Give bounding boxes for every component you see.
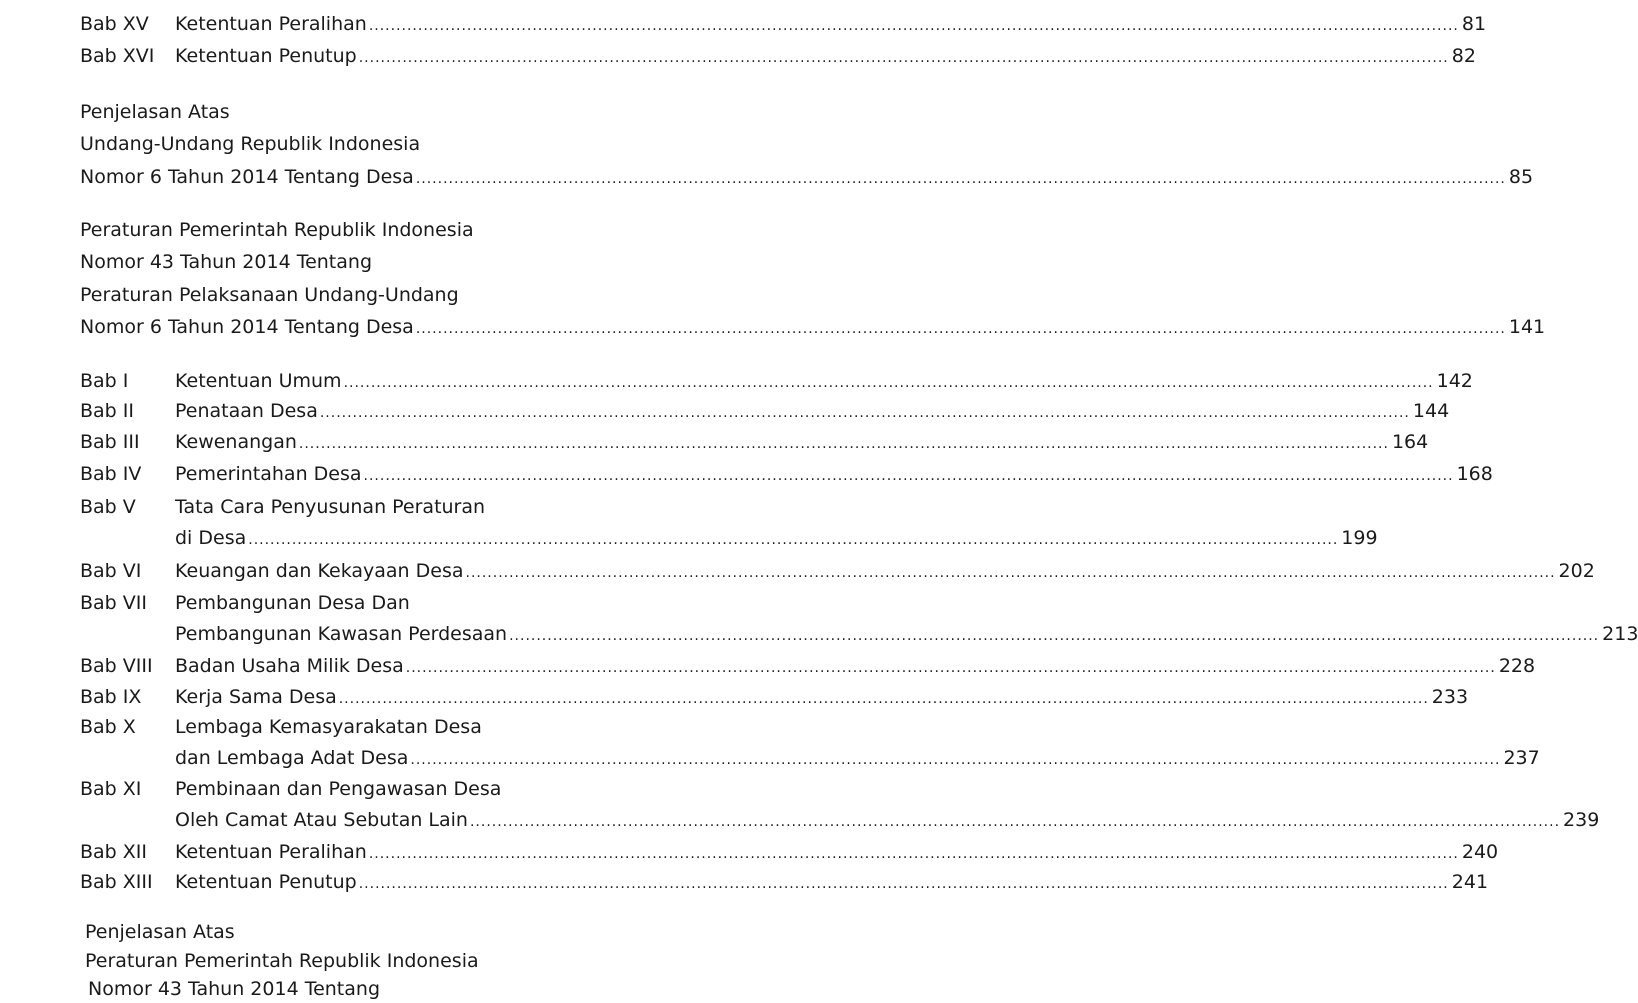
entry-title: Pemerintahan Desa bbox=[175, 463, 362, 485]
toc-entry bbox=[175, 683, 1469, 713]
dot-leader: ........................................................................................................................................................................................................ bbox=[358, 876, 1449, 892]
dot-leader: ........................................................................................................................................................................................................ bbox=[368, 18, 1459, 34]
entry-title: Kerja Sama Desa bbox=[175, 686, 337, 708]
toc-line bbox=[85, 947, 565, 975]
toc-line bbox=[80, 589, 560, 617]
toc-entry bbox=[175, 397, 1450, 427]
toc-line bbox=[80, 493, 560, 521]
toc-entry bbox=[175, 652, 1536, 682]
page-number: 85 bbox=[1508, 166, 1534, 188]
toc-line bbox=[80, 163, 1534, 191]
chapter-label: Bab IX bbox=[80, 686, 142, 708]
entry-title: Ketentuan Penutup bbox=[175, 45, 357, 67]
entry-title: Kewenangan bbox=[175, 431, 297, 453]
toc-line bbox=[80, 775, 560, 803]
toc-entry bbox=[175, 744, 1540, 774]
section-heading: Peraturan Pelaksanaan Undang-Undang bbox=[80, 284, 459, 306]
toc-line bbox=[80, 367, 1473, 395]
chapter-label: Bab X bbox=[80, 716, 136, 738]
section-heading: Penjelasan Atas bbox=[80, 101, 230, 123]
entry-title: Keuangan dan Kekayaan Desa bbox=[175, 560, 464, 582]
section-heading: Nomor 43 Tahun 2014 Tentang bbox=[88, 978, 381, 1000]
toc-line bbox=[88, 975, 568, 1003]
entry-title: Pembinaan dan Pengawasan Desa bbox=[175, 778, 502, 800]
chapter-label: Bab II bbox=[80, 400, 134, 422]
entry-title: Nomor 6 Tahun 2014 Tentang Desa bbox=[80, 316, 414, 338]
page-number: 199 bbox=[1341, 527, 1378, 549]
entry-title: Lembaga Kemasyarakatan Desa bbox=[175, 716, 482, 738]
entry-title: Penataan Desa bbox=[175, 400, 318, 422]
toc-line bbox=[80, 460, 1493, 488]
page-number: 240 bbox=[1461, 841, 1499, 863]
dot-leader: ........................................................................................................................................................................................................ bbox=[405, 660, 1496, 676]
page-number: 164 bbox=[1391, 431, 1429, 453]
dot-leader: ........................................................................................................................................................................................................ bbox=[509, 628, 1600, 644]
toc-entry bbox=[175, 428, 1429, 458]
dot-leader: ........................................................................................................................................................................................................ bbox=[469, 814, 1561, 830]
entry-title: di Desa bbox=[175, 527, 247, 549]
page-number: 142 bbox=[1436, 370, 1473, 392]
dot-leader: ........................................................................................................................................................................................................ bbox=[415, 171, 1506, 187]
dot-leader: ........................................................................................................................................................................................................ bbox=[298, 436, 1389, 452]
dot-leader: ........................................................................................................................................................................................................ bbox=[410, 752, 1501, 768]
toc-line bbox=[80, 524, 1378, 552]
toc-entry bbox=[80, 163, 1534, 193]
chapter-label: Bab XVI bbox=[80, 45, 155, 67]
toc-entry bbox=[175, 557, 1595, 587]
toc-line bbox=[80, 683, 1469, 711]
chapter-label: Bab VIII bbox=[80, 655, 153, 677]
toc-entry bbox=[175, 367, 1473, 397]
entry-title: Ketentuan Peralihan bbox=[175, 841, 367, 863]
chapter-label: Bab I bbox=[80, 370, 129, 392]
chapter-label: Bab V bbox=[80, 496, 136, 518]
toc-line bbox=[80, 42, 1476, 70]
toc-entry bbox=[175, 868, 1489, 898]
toc-entry bbox=[175, 806, 1600, 836]
dot-leader: ........................................................................................................................................................................................................ bbox=[465, 565, 1556, 581]
chapter-label: Bab XI bbox=[80, 778, 142, 800]
section-heading: Nomor 43 Tahun 2014 Tentang bbox=[80, 251, 373, 273]
toc-line bbox=[80, 744, 1540, 772]
toc-line bbox=[80, 10, 1487, 38]
section-heading: Peraturan Pemerintah Republik Indonesia bbox=[85, 950, 479, 972]
chapter-label: Bab VI bbox=[80, 560, 142, 582]
toc-entry bbox=[175, 524, 1378, 554]
chapter-label: Bab III bbox=[80, 431, 140, 453]
section-heading: Penjelasan Atas bbox=[85, 921, 235, 943]
entry-title: dan Lembaga Adat Desa bbox=[175, 747, 409, 769]
toc-entry bbox=[175, 10, 1487, 40]
page-number: 168 bbox=[1456, 463, 1493, 485]
dot-leader: ........................................................................................................................................................................................................ bbox=[319, 405, 1410, 421]
dot-leader: ........................................................................................................................................................................................................ bbox=[343, 375, 1434, 391]
section-heading: Peraturan Pemerintah Republik Indonesia bbox=[80, 219, 474, 241]
toc-line bbox=[80, 281, 560, 309]
toc-line bbox=[80, 397, 1450, 425]
toc-entry bbox=[175, 838, 1499, 868]
toc-line bbox=[80, 868, 1489, 896]
dot-leader: ........................................................................................................................................................................................................ bbox=[338, 691, 1429, 707]
chapter-label: Bab VII bbox=[80, 592, 147, 614]
page-number: 81 bbox=[1461, 13, 1487, 35]
dot-leader: ........................................................................................................................................................................................................ bbox=[415, 321, 1506, 337]
toc-entry bbox=[80, 313, 1546, 343]
entry-title: Nomor 6 Tahun 2014 Tentang Desa bbox=[80, 166, 414, 188]
entry-title: Ketentuan Umum bbox=[175, 370, 342, 392]
toc-line bbox=[80, 838, 1499, 866]
chapter-label: Bab XII bbox=[80, 841, 148, 863]
page-number: 228 bbox=[1498, 655, 1536, 677]
entry-title: Tata Cara Penyusunan Peraturan bbox=[175, 496, 486, 518]
toc-entry bbox=[175, 620, 1638, 650]
entry-title: Ketentuan Peralihan bbox=[175, 13, 367, 35]
dot-leader: ........................................................................................................................................................................................................ bbox=[358, 50, 1449, 66]
toc-line bbox=[80, 557, 1595, 585]
toc-line bbox=[80, 713, 560, 741]
chapter-label: Bab XIII bbox=[80, 871, 153, 893]
entry-title: Badan Usaha Milik Desa bbox=[175, 655, 404, 677]
page-number: 202 bbox=[1558, 560, 1595, 582]
page-number: 239 bbox=[1563, 809, 1600, 831]
chapter-label: Bab IV bbox=[80, 463, 142, 485]
toc-line bbox=[80, 806, 1600, 834]
chapter-label: Bab XV bbox=[80, 13, 149, 35]
entry-title: Pembangunan Kawasan Perdesaan bbox=[175, 623, 508, 645]
page-number: 141 bbox=[1508, 316, 1546, 338]
section-heading: Undang-Undang Republik Indonesia bbox=[80, 133, 421, 155]
toc-line bbox=[80, 313, 1546, 341]
toc-line bbox=[80, 652, 1536, 680]
toc-line bbox=[80, 216, 560, 244]
page-number: 241 bbox=[1451, 871, 1489, 893]
toc-line bbox=[85, 918, 565, 946]
page-number: 144 bbox=[1412, 400, 1450, 422]
toc-entry bbox=[175, 42, 1476, 72]
entry-title: Ketentuan Penutup bbox=[175, 871, 357, 893]
dot-leader: ........................................................................................................................................................................................................ bbox=[368, 846, 1459, 862]
page-number: 213 bbox=[1602, 623, 1638, 645]
dot-leader: ........................................................................................................................................................................................................ bbox=[363, 468, 1454, 484]
toc-entry bbox=[175, 460, 1493, 490]
page-number: 233 bbox=[1431, 686, 1469, 708]
dot-leader: ........................................................................................................................................................................................................ bbox=[248, 532, 1339, 548]
toc-line bbox=[80, 428, 1429, 456]
entry-title: Pembangunan Desa Dan bbox=[175, 592, 410, 614]
toc-line bbox=[80, 620, 1638, 648]
toc-line bbox=[80, 98, 560, 126]
toc-line bbox=[80, 130, 560, 158]
page-number: 237 bbox=[1503, 747, 1540, 769]
page-number: 82 bbox=[1451, 45, 1476, 67]
entry-title: Oleh Camat Atau Sebutan Lain bbox=[175, 809, 468, 831]
toc-line bbox=[80, 248, 560, 276]
